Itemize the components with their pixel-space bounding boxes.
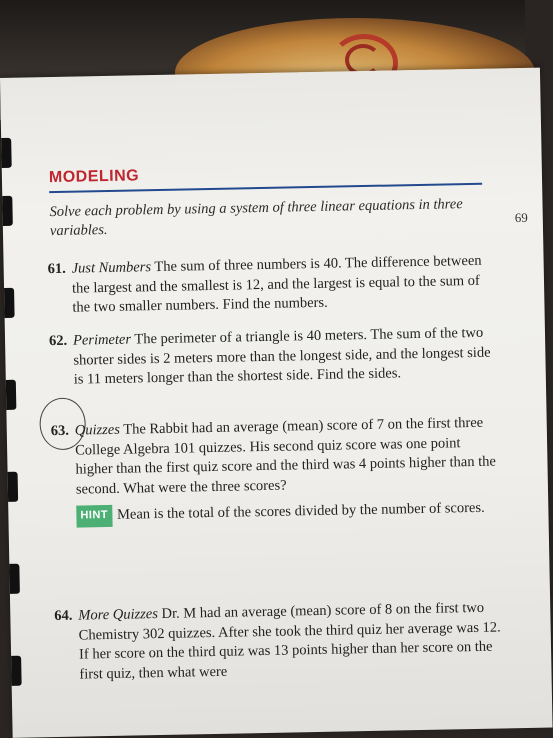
problem-number: 64. <box>54 607 73 625</box>
problem-text: The Rabbit had an average (mean) score of 7 on the first three College Algebra 101 quizzes. His second quiz score was one point higher than the first quiz score and the third was 4 points higher than the second. What were the three scores? <box>75 414 497 498</box>
hint-row <box>76 497 502 527</box>
problem-title: Perimeter <box>72 331 132 349</box>
problem-number: 62. <box>48 332 68 350</box>
problem-number: 61. <box>47 260 66 278</box>
problem-62 <box>49 323 500 390</box>
binding-hole <box>4 288 15 318</box>
problem-61 <box>48 251 499 318</box>
problem-64 <box>54 598 505 685</box>
problem-title: Just Numbers <box>71 259 152 277</box>
textbook-page <box>0 68 553 738</box>
binding-hole <box>2 196 13 226</box>
binding-hole <box>11 656 22 686</box>
problem-title: More Quizzes <box>78 606 159 624</box>
problem-text: The perimeter of a triangle is 40 meters. The sum of the two shorter sides is 2 meters more than the longest side, and the longest side is 11 meters longer than the shortest side. Find the sides. <box>73 324 491 388</box>
section-title: MODELING <box>48 167 140 187</box>
problem-text: The sum of three numbers is 40. The difference between the largest and the smallest is 12, and the largest is equal to the sum of the two smaller numbers. Find the numbers. <box>71 252 482 316</box>
problem-63 <box>51 413 503 527</box>
binding-hole <box>6 380 17 410</box>
section-instructions: Solve each problem by using a system of three linear equations in three variables. <box>49 196 463 240</box>
hint-badge: HINT <box>76 505 112 527</box>
margin-page-number: 69 <box>514 209 528 226</box>
binding-hole <box>9 564 20 594</box>
binding-hole <box>1 138 12 168</box>
hint-text: Mean is the total of the scores divided by the number of scores. <box>116 499 485 523</box>
problem-number: 63. <box>50 422 70 440</box>
binding-hole <box>8 472 19 502</box>
problem-title: Quizzes <box>74 421 121 439</box>
problem-text: Dr. M had an average (mean) score of 8 on the first two Chemistry 302 quizzes. After she took the third quiz her average was 12. If her score on the third quiz was 13 points higher than her score on the first quiz, then what were <box>78 599 501 683</box>
